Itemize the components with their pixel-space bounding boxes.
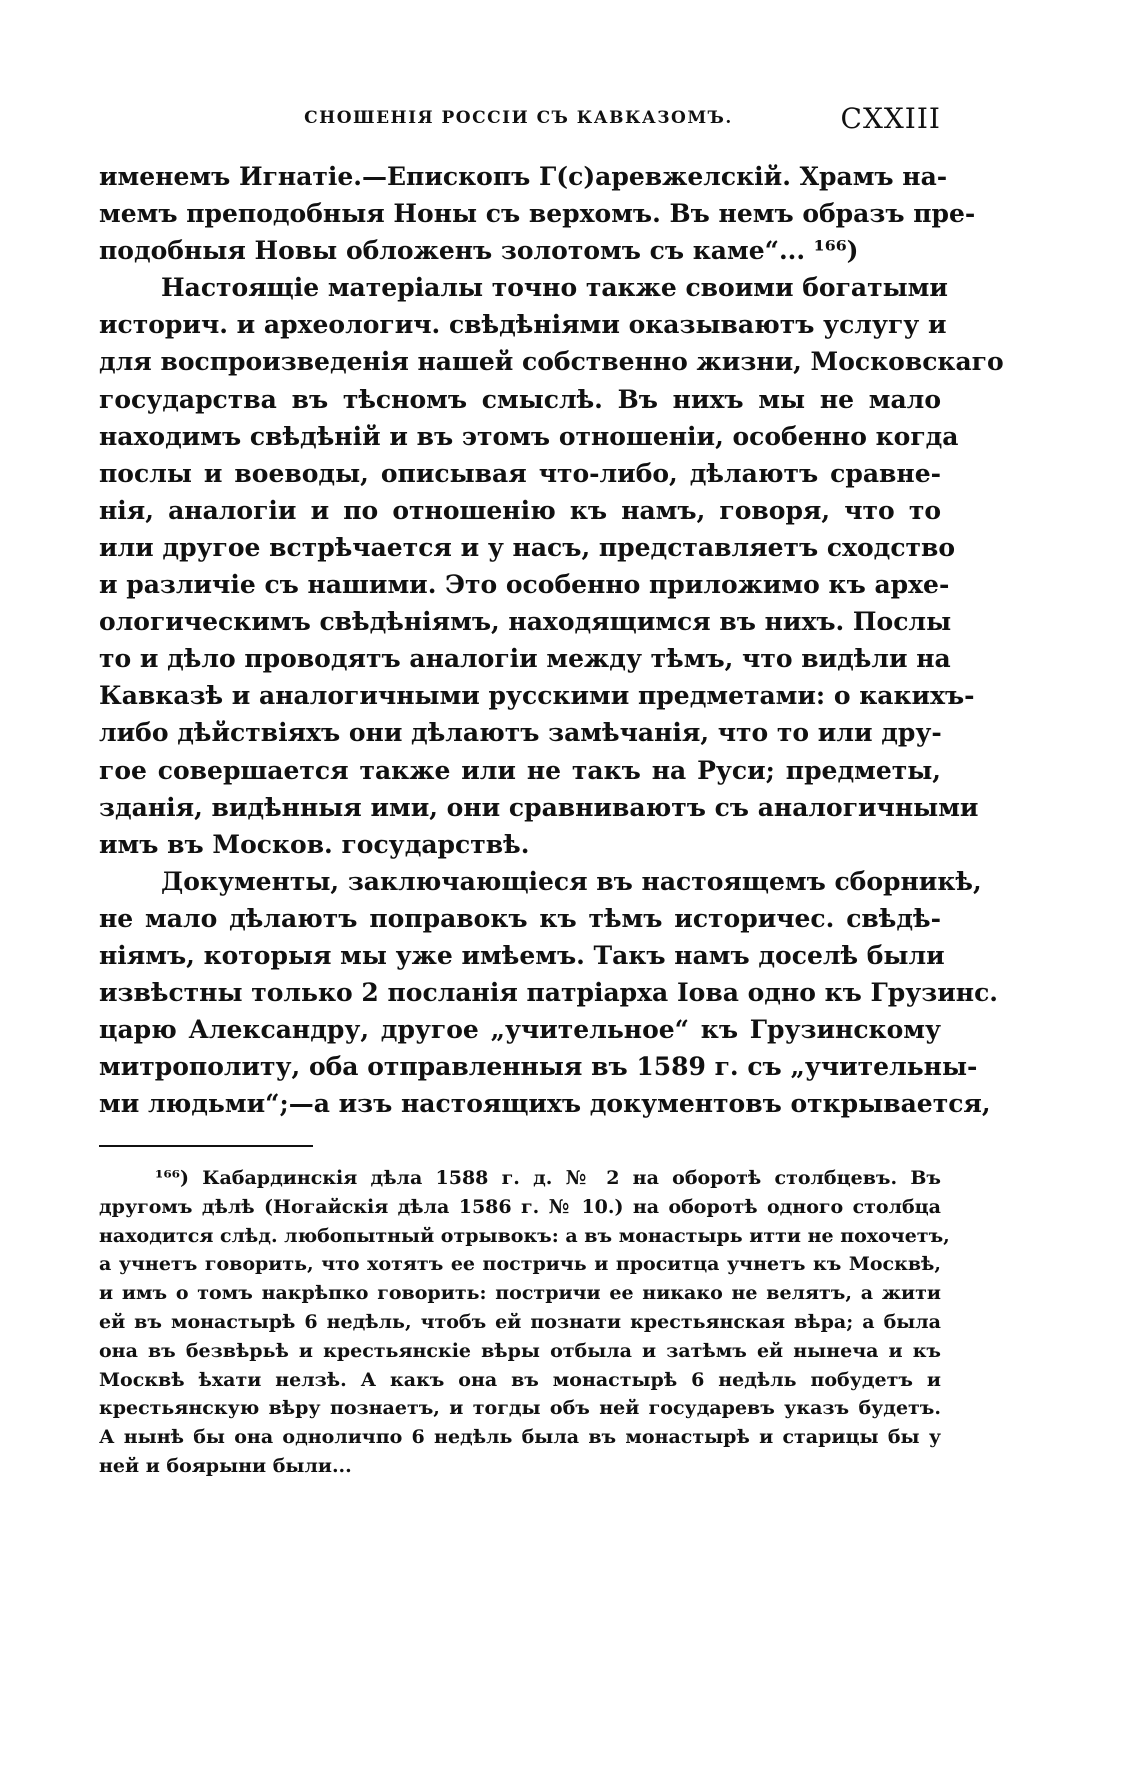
footnote-line: другомъ дѣлѣ (Ногайскія дѣла 1586 г. № 10.) на оборотѣ одного столбца: [99, 1195, 941, 1218]
text-line: мемъ преподобныя Ноны съ верхомъ. Въ немъ образъ пре-: [99, 199, 976, 229]
text-line: государства въ тѣсномъ смыслѣ. Въ нихъ мы не мало: [99, 384, 941, 414]
text-line: ми людьми“;—а изъ настоящихъ документовъ открывается,: [99, 1089, 991, 1119]
text-line: ніямъ, которыя мы уже имѣемъ. Такъ намъ доселѣ были: [99, 940, 945, 970]
footnote-line: и имъ о томъ накрѣпко говорить: постричи ее никако не велятъ, а жити: [99, 1282, 941, 1305]
text-line: царю Александру, другое „учительное“ къ Грузинскому: [99, 1015, 941, 1045]
text-line: для воспроизведенія нашей собственно жизни, Московскаго: [99, 347, 1004, 377]
text-line: ологическимъ свѣдѣніямъ, находящимся въ нихъ. Послы: [99, 607, 952, 637]
text-line: Документы, заключающіеся въ настоящемъ сборникѣ,: [161, 866, 982, 896]
running-header: [96, 102, 941, 142]
footnote-line: ¹⁶⁶) Кабардинскія дѣла 1588 г. д. № 2 на оборотѣ столбцевъ. Въ: [155, 1167, 941, 1189]
text-line: то и дѣло проводятъ аналогіи между тѣмъ, что видѣли на: [99, 644, 951, 674]
text-line: нія, аналогіи и по отношенію къ намъ, говоря, что то: [99, 495, 941, 525]
footnote-separator: [99, 1145, 313, 1147]
footnote-line: а учнетъ говорить, что хотятъ ее постричь и проситца учнетъ къ Москвѣ,: [99, 1253, 941, 1276]
text-line: послы и воеводы, описывая что-либо, дѣлаютъ сравне-: [99, 458, 941, 488]
text-line: или другое встрѣчается и у насъ, представляетъ сходство: [99, 532, 956, 562]
footnote-line: она въ безвѣрьѣ и крестьянскіе вѣры отбыла и затѣмъ ей нынеча и къ: [99, 1339, 941, 1362]
text-line: находимъ свѣдѣній и въ этомъ отношеніи, особенно когда: [99, 421, 959, 451]
page-number: CXXIII: [840, 102, 941, 135]
text-line: и различіе съ нашими. Это особенно приложимо къ архе-: [99, 570, 950, 600]
footnote-line: находится слѣд. любопытный отрывокъ: а въ монастырь итти не похочетъ,: [99, 1224, 950, 1247]
text-line: Настоящіе матеріалы точно также своими богатыми: [161, 273, 948, 303]
footnote-line: А нынѣ бы она одноличпо 6 недѣль была въ монастырѣ и старицы бы у: [99, 1426, 941, 1449]
footnote-line: ей въ монастырѣ 6 недѣль, чтобъ ей познати крестьянская вѣра; а была: [99, 1310, 941, 1333]
text-line: либо дѣйствіяхъ они дѣлаютъ замѣчанія, что то или дру-: [99, 718, 942, 748]
text-line: именемъ Игнатіе.—Епископъ Г(с)аревжелскій. Храмъ на-: [99, 162, 948, 191]
text-line: Кавказѣ и аналогичными русскими предметами: о какихъ-: [99, 681, 975, 711]
text-line: историч. и археологич. свѣдѣніями оказываютъ услугу и: [99, 310, 947, 340]
text-line: извѣстны только 2 посланія патріарха Іова одно къ Грузинс.: [99, 978, 999, 1008]
text-line: имъ въ Москов. государствѣ.: [99, 829, 530, 859]
text-line: подобныя Новы обложенъ золотомъ съ каме“... ¹⁶⁶): [99, 236, 859, 266]
running-title: СНОШЕНІЯ РОССІИ СЪ КАВКАЗОМЪ.: [304, 108, 733, 128]
footnote-line: ней и боярыни были...: [99, 1454, 352, 1477]
main-text: [99, 158, 1004, 1122]
text-line: зданія, видѣнныя ими, они сравниваютъ съ аналогичными: [99, 792, 979, 822]
footnote-line: крестьянскую вѣру познаетъ, и тогды объ ней государевъ указъ будетъ.: [99, 1397, 941, 1420]
text-line: митрополиту, оба отправленныя въ 1589 г. съ „учительны-: [99, 1052, 978, 1082]
text-line: гое совершается также или не такъ на Руси; предметы,: [99, 755, 941, 785]
footnote-line: Москвѣ ѣхати нелзѣ. А какъ она въ монастырѣ 6 недѣль побудетъ и: [99, 1368, 941, 1391]
footnotes: [99, 1164, 950, 1481]
text-line: не мало дѣлаютъ поправокъ къ тѣмъ историчес. свѣдѣ-: [99, 903, 941, 933]
